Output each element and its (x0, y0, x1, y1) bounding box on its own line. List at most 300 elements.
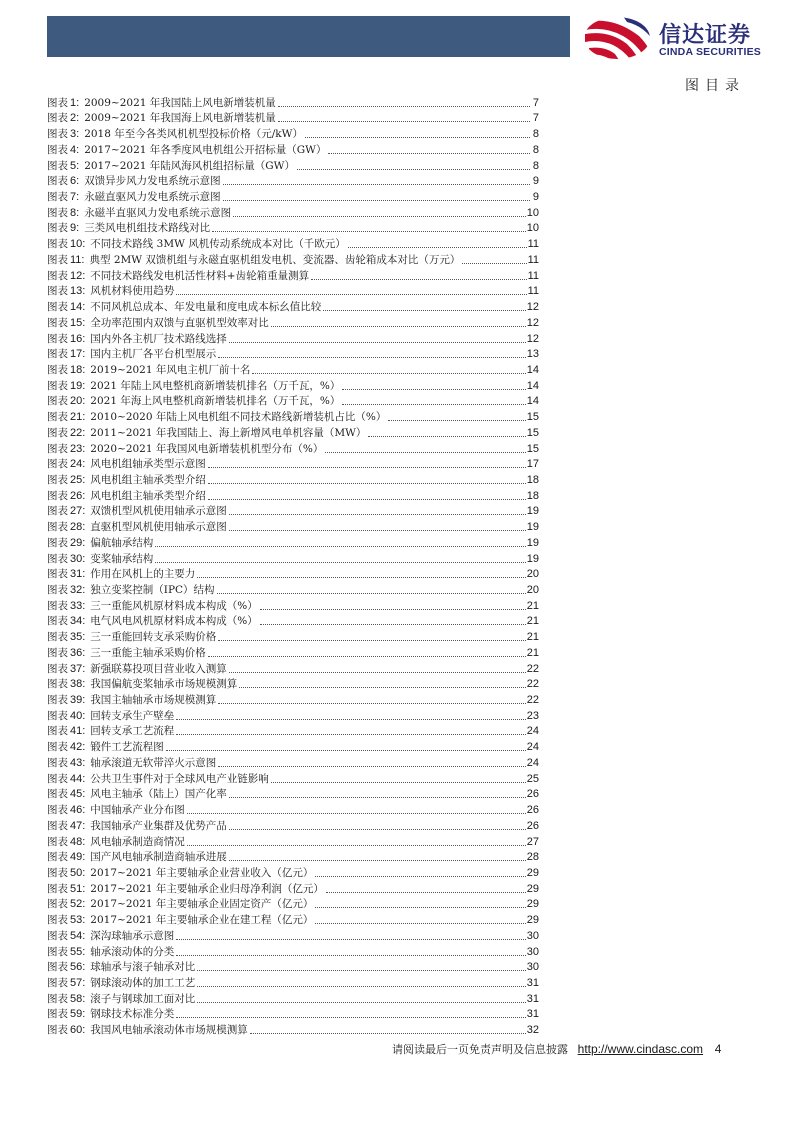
toc-entry-label: 图表 (47, 395, 68, 408)
toc-entry-leader (208, 467, 526, 468)
toc-entry-page: 19 (526, 552, 539, 565)
toc-entry-leader (250, 1033, 526, 1034)
footer-link[interactable]: http://www.cindasc.com (577, 1042, 704, 1056)
toc-entry-label: 图表 (47, 631, 68, 644)
toc-entry-label: 图表 (47, 238, 68, 251)
toc-entry-page: 30 (526, 961, 539, 974)
toc-entry-number: 30: (70, 552, 86, 565)
toc-entry[interactable] (47, 173, 539, 189)
toc-entry[interactable] (47, 298, 539, 314)
toc-entry[interactable] (47, 786, 539, 802)
toc-entry-leader (229, 797, 526, 798)
toc-entry-number: 52: (70, 898, 86, 911)
toc-entry-leader (315, 907, 525, 908)
toc-entry-title: 我国轴承产业集群及优势产品 (90, 819, 227, 832)
toc-entry-number: 23: (70, 442, 86, 455)
toc-entry-title: 2017~2021 年主要轴承企业归母净利润（亿元） (90, 882, 324, 895)
toc-entry-label: 图表 (47, 945, 68, 958)
toc-entry-page: 19 (526, 536, 539, 549)
toc-entry-number: 55: (70, 945, 86, 958)
toc-entry-page: 21 (526, 599, 539, 612)
toc-entry-number: 3: (70, 128, 80, 141)
toc-entry-page: 19 (526, 505, 539, 518)
toc-entry-page: 12 (526, 332, 539, 345)
toc-entry-label: 图表 (47, 143, 68, 156)
toc-entry-leader (323, 310, 525, 311)
toc-entry-leader (348, 247, 527, 248)
toc-entry[interactable] (47, 817, 539, 833)
toc-entry-number: 15: (70, 316, 86, 329)
toc-entry-number: 27: (70, 505, 86, 518)
toc-entry-number: 17: (70, 348, 86, 361)
toc-entry-page: 14 (526, 395, 539, 408)
toc-entry-label: 图表 (47, 285, 68, 298)
toc-entry-label: 图表 (47, 725, 68, 738)
toc-entry-number: 48: (70, 835, 86, 848)
toc-entry[interactable] (47, 471, 539, 487)
toc-entry-number: 39: (70, 694, 86, 707)
toc-entry-number: 12: (70, 269, 86, 282)
toc-entry-label: 图表 (47, 191, 68, 204)
toc-entry-title: 2019~2021 年风电主机厂前十名 (90, 363, 251, 376)
toc-entry-number: 51: (70, 882, 86, 895)
toc-entry-title: 三一重能风机原材料成本构成（%） (90, 599, 258, 612)
toc-entry-title: 中国轴承产业分布图 (90, 804, 185, 817)
toc-entry-leader (233, 216, 526, 217)
toc-entry[interactable] (47, 613, 539, 629)
toc-entry-number: 56: (70, 961, 86, 974)
toc-entry-title: 电气风电风机原材料成本构成（%） (90, 615, 258, 628)
toc-entry-label: 图表 (47, 678, 68, 691)
toc-entry-number: 58: (70, 992, 86, 1005)
toc-entry-leader (229, 530, 526, 531)
toc-entry[interactable] (47, 408, 539, 424)
toc-entry-page: 15 (526, 426, 539, 439)
toc-entry-label: 图表 (47, 222, 68, 235)
toc-entry-page: 8 (532, 143, 539, 156)
toc-entry[interactable] (47, 691, 539, 707)
toc-entry-label: 图表 (47, 175, 68, 188)
toc-entry-title: 2017~2021 年主要轴承企业固定资产（亿元） (90, 898, 314, 911)
toc-entry[interactable] (47, 330, 539, 346)
toc-entry-number: 57: (70, 976, 86, 989)
toc-entry-leader (278, 106, 530, 107)
toc-entry-number: 37: (70, 662, 86, 675)
toc-entry-page: 21 (526, 646, 539, 659)
toc-entry-title: 直驱机型风机使用轴承示意图 (90, 521, 227, 534)
toc-entry-number: 9: (70, 222, 80, 235)
toc-entry[interactable] (47, 770, 539, 786)
toc-entry-title: 2021 年海上风电整机商新增装机排名（万千瓦，%） (90, 395, 341, 408)
toc-entry[interactable] (47, 849, 539, 865)
toc-entry-label: 图表 (47, 1008, 68, 1021)
toc-entry-leader (223, 200, 530, 201)
toc-entry-title: 2018 年至今各类风机机型投标价格（元/kW） (84, 128, 303, 141)
toc-entry-leader (208, 499, 526, 500)
toc-entry[interactable] (47, 959, 539, 975)
toc-entry-title: 偏航轴承结构 (90, 536, 154, 549)
toc-entry[interactable] (47, 204, 539, 220)
toc-entry-leader (260, 624, 526, 625)
toc-entry-page: 26 (526, 804, 539, 817)
toc-entry-title: 不同技术路线 3MW 风机传动系统成本对比（千欧元） (90, 238, 346, 251)
toc-entry-leader (342, 389, 525, 390)
toc-entry[interactable] (47, 518, 539, 534)
toc-entry-title: 风电机组轴承类型示意图 (90, 458, 206, 471)
toc-entry[interactable] (47, 251, 539, 267)
toc-entry-leader (315, 876, 525, 877)
toc-entry-title: 我国主轴轴承市场规模测算 (90, 694, 217, 707)
toc-entry-leader (176, 939, 525, 940)
toc-entry-number: 60: (70, 1024, 86, 1037)
toc-entry[interactable] (47, 503, 539, 519)
toc-entry-page: 21 (526, 615, 539, 628)
toc-entry-title: 三类风电机组技术路线对比 (84, 222, 211, 235)
toc-entry-page: 15 (526, 442, 539, 455)
toc-entry[interactable] (47, 943, 539, 959)
toc-entry[interactable] (47, 220, 539, 236)
brand-name-cn: 信达证券 (659, 23, 752, 48)
toc-entry[interactable] (47, 581, 539, 597)
footer (392, 1041, 721, 1057)
toc-entry-label: 图表 (47, 411, 68, 424)
toc-entry-title: 滚子与钢球加工面对比 (90, 992, 196, 1005)
toc-entry-title: 作用在风机上的主要力 (90, 568, 196, 581)
toc-entry-number: 46: (70, 804, 86, 817)
toc-entry-leader (176, 294, 526, 295)
toc-entry-number: 29: (70, 536, 86, 549)
toc-entry-leader (229, 829, 526, 830)
toc-entry-title: 球轴承与滚子轴承对比 (90, 961, 196, 974)
toc-entry-leader (197, 1002, 525, 1003)
toc-entry-leader (229, 672, 526, 673)
toc-entry-title: 双馈异步风力发电系统示意图 (84, 175, 221, 188)
toc-entry-title: 轴承滚动体的分类 (90, 945, 175, 958)
toc-entry[interactable] (47, 1006, 539, 1022)
toc-entry-leader (278, 121, 530, 122)
toc-entry-title: 双馈机型风机使用轴承示意图 (90, 505, 227, 518)
toc-entry[interactable] (47, 864, 539, 880)
toc-entry-leader (305, 137, 530, 138)
toc-entry-label: 图表 (47, 473, 68, 486)
toc-entry-label: 图表 (47, 536, 68, 549)
toc-entry-number: 28: (70, 521, 86, 534)
toc-entry-title: 永磁直驱风力发电系统示意图 (84, 191, 221, 204)
toc-entry-page: 21 (526, 631, 539, 644)
toc-entry[interactable] (47, 456, 539, 472)
toc-entry-title: 钢球技术标准分类 (90, 1008, 175, 1021)
toc-entry-number: 22: (70, 426, 86, 439)
toc-entry-leader (223, 184, 530, 185)
toc-entry-label: 图表 (47, 914, 68, 927)
toc-entry-number: 41: (70, 725, 86, 738)
toc-entry-number: 1: (70, 96, 80, 109)
toc-entry-number: 35: (70, 631, 86, 644)
toc-entry-page: 24 (526, 741, 539, 754)
toc-entry-number: 16: (70, 332, 86, 345)
toc-entry-number: 44: (70, 772, 86, 785)
toc-entry-page: 10 (526, 222, 539, 235)
toc-entry-title: 全功率范围内双馈与直驱机型效率对比 (90, 316, 269, 329)
toc-entry-number: 32: (70, 584, 86, 596)
toc-entry-label: 图表 (47, 709, 68, 722)
toc-entry-leader (197, 577, 525, 578)
toc-entry-title: 我国风电轴承滚动体市场规模测算 (90, 1024, 248, 1037)
toc-entry-label: 图表 (47, 426, 68, 439)
toc-entry-number: 21: (70, 411, 86, 424)
toc-entry[interactable] (47, 393, 539, 409)
toc-entry-page: 29 (526, 898, 539, 911)
toc-entry-page: 31 (526, 1008, 539, 1021)
toc-entry-leader (155, 546, 525, 547)
toc-entry-label: 图表 (47, 505, 68, 518)
toc-entry-page: 12 (526, 301, 539, 314)
toc-entry-number: 10: (70, 238, 86, 251)
toc-entry-title: 典型 2MW 双馈机组与永磁直驱机组发电机、变流器、齿轮箱成本对比（万元） (89, 253, 461, 266)
toc-entry-title: 不同风机总成本、年发电量和度电成本标幺值比较 (90, 301, 322, 314)
toc-entry-page: 22 (526, 694, 539, 707)
toc-entry-leader (325, 452, 525, 453)
toc-entry-leader (187, 813, 526, 814)
toc-entry[interactable] (47, 707, 539, 723)
toc-entry[interactable] (47, 833, 539, 849)
toc-entry[interactable] (47, 110, 539, 126)
figure-toc (47, 94, 539, 1037)
toc-entry-page: 14 (526, 379, 539, 392)
toc-entry[interactable] (47, 660, 539, 676)
toc-entry-leader (271, 782, 526, 783)
toc-entry[interactable] (47, 440, 539, 456)
toc-entry-number: 49: (70, 851, 86, 864)
toc-entry[interactable] (47, 361, 539, 377)
toc-entry-page: 19 (526, 521, 539, 534)
toc-entry[interactable] (47, 676, 539, 692)
cinda-logo-icon (583, 14, 655, 60)
toc-entry[interactable] (47, 1021, 539, 1037)
toc-entry[interactable] (47, 990, 539, 1006)
toc-entry-leader (229, 342, 526, 343)
toc-entry-label: 图表 (47, 316, 68, 329)
toc-entry-label: 图表 (47, 882, 68, 895)
toc-entry-page: 20 (526, 584, 539, 596)
toc-entry-leader (176, 1017, 525, 1018)
brand-name-en: CINDA SECURITIES (659, 46, 761, 58)
toc-entry-label: 图表 (47, 379, 68, 392)
toc-entry-title: 独立变桨控制（IPC）结构 (90, 584, 215, 596)
toc-entry-number: 50: (70, 866, 86, 879)
toc-entry-label: 图表 (47, 253, 68, 266)
toc-entry-label: 图表 (47, 301, 68, 314)
toc-entry-label: 图表 (47, 112, 68, 125)
toc-entry-page: 14 (526, 363, 539, 376)
toc-entry-number: 45: (70, 788, 86, 801)
toc-entry-page: 17 (526, 458, 539, 471)
toc-entry-label: 图表 (47, 159, 68, 172)
toc-entry-title: 2017~2021 年各季度风电机组公开招标量（GW） (84, 143, 327, 156)
toc-entry-page: 7 (532, 112, 539, 125)
toc-entry-page: 25 (526, 772, 539, 785)
toc-entry[interactable] (47, 644, 539, 660)
toc-entry-leader (229, 514, 526, 515)
toc-entry-label: 图表 (47, 694, 68, 707)
toc-entry[interactable] (47, 235, 539, 251)
toc-entry[interactable] (47, 157, 539, 173)
toc-entry-number: 36: (70, 646, 86, 659)
toc-entry-label: 图表 (47, 521, 68, 534)
toc-entry-title: 回转支承工艺流程 (90, 725, 175, 738)
footer-disclaimer: 请阅读最后一页免责声明及信息披露 (392, 1043, 568, 1056)
toc-entry[interactable] (47, 346, 539, 362)
toc-entry[interactable] (47, 550, 539, 566)
toc-entry-page: 8 (532, 159, 539, 172)
toc-entry[interactable] (47, 125, 539, 141)
toc-entry-page: 18 (526, 489, 539, 502)
toc-entry-label: 图表 (47, 788, 68, 801)
toc-entry-label: 图表 (47, 206, 68, 219)
toc-entry-number: 19: (70, 379, 86, 392)
toc-entry-page: 23 (526, 709, 539, 722)
toc-entry[interactable] (47, 801, 539, 817)
toc-entry-page: 30 (526, 945, 539, 958)
toc-entry-number: 54: (70, 929, 86, 942)
toc-entry[interactable] (47, 267, 539, 283)
toc-entry-page: 31 (526, 992, 539, 1005)
toc-entry-page: 31 (526, 976, 539, 989)
toc-entry-leader (252, 373, 525, 374)
toc-entry[interactable] (47, 597, 539, 613)
toc-entry-page: 26 (526, 819, 539, 832)
toc-entry-page: 22 (526, 678, 539, 691)
toc-entry-number: 31: (70, 568, 86, 581)
toc-entry[interactable] (47, 927, 539, 943)
toc-entry-title: 2021 年陆上风电整机商新增装机排名（万千瓦，%） (90, 379, 341, 392)
toc-entry-number: 47: (70, 819, 86, 832)
toc-entry[interactable] (47, 377, 539, 393)
toc-entry-leader (176, 734, 525, 735)
toc-entry-label: 图表 (47, 1024, 68, 1037)
toc-entry[interactable] (47, 314, 539, 330)
toc-entry-label: 图表 (47, 772, 68, 785)
toc-entry-title: 永磁半直驱风力发电系统示意图 (84, 206, 232, 219)
toc-entry-label: 图表 (47, 741, 68, 754)
toc-entry-page: 12 (526, 316, 539, 329)
toc-entry-label: 图表 (47, 615, 68, 628)
toc-entry-number: 59: (70, 1008, 86, 1021)
toc-entry-label: 图表 (47, 756, 68, 769)
toc-entry-leader (176, 719, 525, 720)
toc-entry-title: 风电主轴承（陆上）国产化率 (90, 788, 227, 801)
toc-entry-title: 国产风电轴承制造商轴承进展 (90, 851, 227, 864)
toc-entry[interactable] (47, 911, 539, 927)
toc-entry-title: 回转支承生产壁垒 (90, 709, 175, 722)
toc-entry[interactable] (47, 487, 539, 503)
toc-entry-title: 钢球滚动体的加工工艺 (90, 976, 196, 989)
toc-entry-number: 43: (70, 756, 86, 769)
toc-entry[interactable] (47, 188, 539, 204)
toc-entry-title: 不同技术路线发电机活性材料+齿轮箱重量测算 (90, 269, 310, 282)
toc-entry-page: 24 (526, 756, 539, 769)
toc-entry-title: 2017~2021 年陆风海风机组招标量（GW） (84, 159, 295, 172)
toc-entry-page: 11 (527, 269, 539, 282)
toc-entry-number: 6: (70, 175, 80, 188)
toc-entry[interactable] (47, 880, 539, 896)
toc-entry-number: 7: (70, 191, 80, 204)
toc-entry-title: 国内外各主机厂技术路线选择 (90, 332, 227, 345)
toc-entry-leader (176, 955, 525, 956)
toc-entry-label: 图表 (47, 804, 68, 817)
toc-entry-leader (218, 766, 525, 767)
toc-entry-title: 2017~2021 年主要轴承企业在建工程（亿元） (90, 914, 314, 927)
toc-entry-title: 变桨轴承结构 (90, 552, 154, 565)
toc-entry-leader (208, 656, 526, 657)
toc-entry-page: 26 (526, 788, 539, 801)
toc-entry-label: 图表 (47, 458, 68, 471)
toc-entry[interactable] (47, 628, 539, 644)
toc-entry[interactable] (47, 723, 539, 739)
toc-entry-title: 三一重能主轴承采购价格 (90, 646, 206, 659)
toc-entry-number: 13: (70, 285, 86, 298)
toc-entry-title: 轴承滚道无软带淬火示意图 (90, 756, 217, 769)
toc-entry-leader (271, 326, 526, 327)
toc-entry-page: 20 (526, 568, 539, 581)
toc-entry[interactable] (47, 94, 539, 110)
toc-entry-page: 10 (526, 206, 539, 219)
toc-entry-title: 锻件工艺流程图 (90, 741, 164, 754)
toc-entry-page: 15 (526, 411, 539, 424)
toc-entry-title: 2009~2021 年我国海上风电新增装机量 (84, 112, 276, 125)
toc-entry-label: 图表 (47, 961, 68, 974)
toc-entry-title: 我国偏航变桨轴承市场规模测算 (90, 678, 238, 691)
toc-entry[interactable] (47, 283, 539, 299)
toc-entry-leader (315, 923, 525, 924)
toc-entry-number: 34: (70, 615, 86, 628)
toc-entry[interactable] (47, 738, 539, 754)
toc-entry[interactable] (47, 534, 539, 550)
toc-entry-number: 14: (70, 301, 86, 314)
toc-entry-number: 2: (70, 112, 80, 125)
toc-entry[interactable] (47, 566, 539, 582)
toc-entry-leader (326, 892, 526, 893)
toc-entry-label: 图表 (47, 128, 68, 141)
toc-entry-title: 风电机组主轴承类型介绍 (90, 473, 206, 486)
toc-entry-label: 图表 (47, 96, 68, 109)
toc-entry-leader (462, 263, 526, 264)
toc-entry-page: 18 (526, 473, 539, 486)
toc-entry-title: 三一重能回转支承采购价格 (90, 631, 217, 644)
toc-entry[interactable] (47, 896, 539, 912)
toc-entry-title: 深沟球轴承示意图 (90, 929, 175, 942)
toc-entry-number: 18: (70, 363, 86, 376)
toc-entry-page: 7 (532, 96, 539, 109)
toc-entry-title: 2010~2020 年陆上风电机组不同技术路线新增装机占比（%） (90, 411, 387, 424)
toc-entry-label: 图表 (47, 568, 68, 581)
toc-entry-label: 图表 (47, 363, 68, 376)
toc-entry-label: 图表 (47, 332, 68, 345)
toc-entry-leader (166, 750, 526, 751)
toc-entry-leader (218, 703, 525, 704)
toc-entry-number: 4: (70, 143, 80, 156)
toc-entry-number: 20: (70, 395, 86, 408)
toc-entry[interactable] (47, 974, 539, 990)
toc-entry[interactable] (47, 141, 539, 157)
toc-entry-label: 图表 (47, 929, 68, 942)
toc-entry[interactable] (47, 424, 539, 440)
toc-entry-page: 29 (526, 914, 539, 927)
toc-entry-number: 38: (70, 678, 86, 691)
toc-entry[interactable] (47, 754, 539, 770)
toc-entry-page: 9 (532, 191, 539, 204)
toc-entry-number: 42: (70, 741, 86, 754)
